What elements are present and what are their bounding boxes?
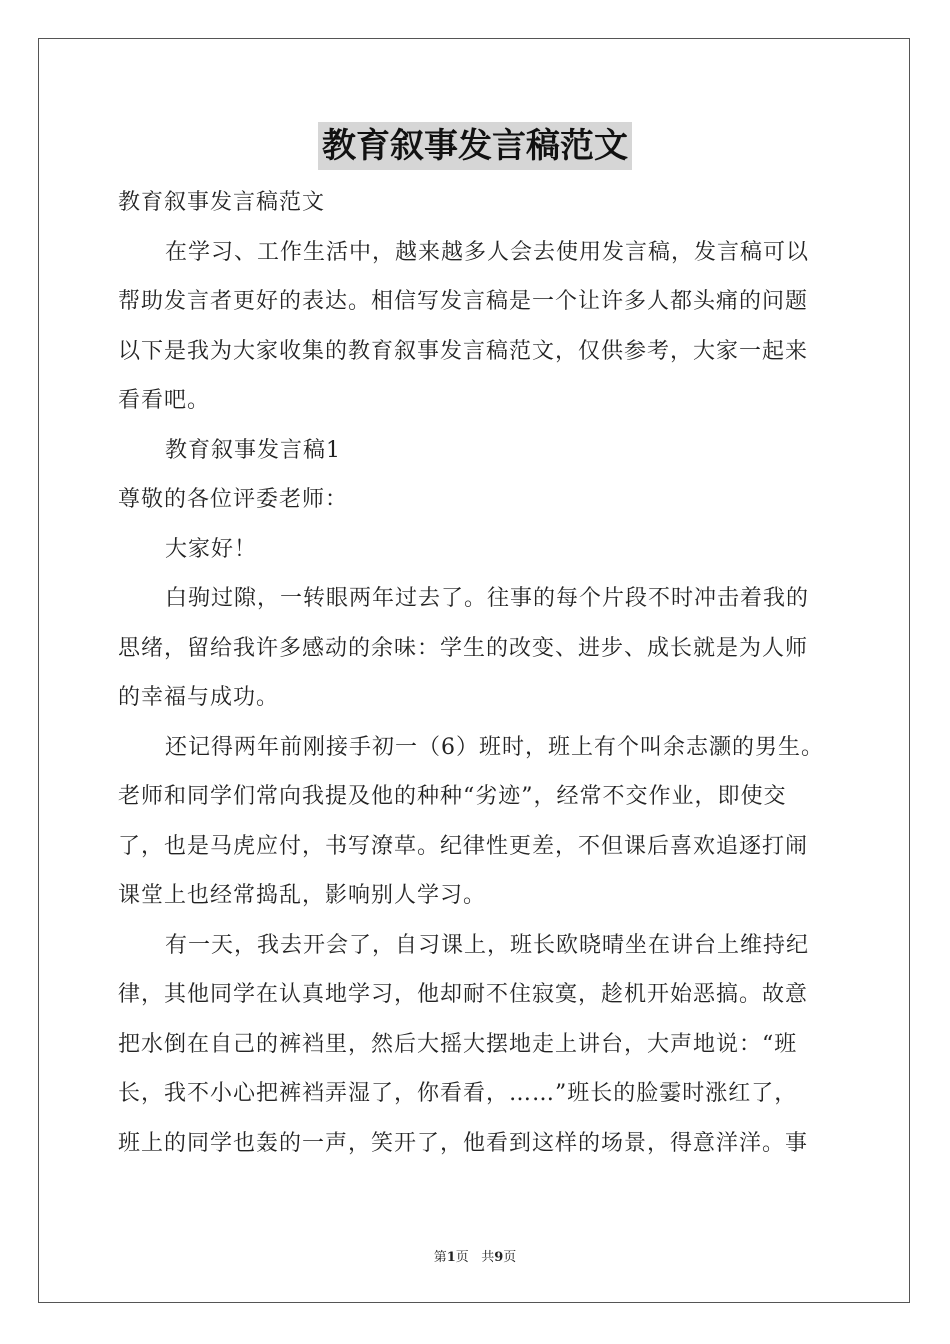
- subtitle-line: 教育叙事发言稿范文: [118, 190, 326, 215]
- document-body: [118, 178, 848, 1168]
- paragraph-line: 律，其他同学在认真地学习，他却耐不住寂寞，趁机开始恶搞。故意: [118, 982, 809, 1007]
- paragraph-line: 课堂上也经常捣乱，影响别人学习。: [118, 883, 487, 908]
- total-suffix: 页: [503, 1250, 517, 1265]
- title-area: [0, 122, 950, 170]
- paragraph-line: 思绪，留给我许多感动的余味：学生的改变、进步、成长就是为人师: [118, 635, 809, 661]
- paragraph-line: 的幸福与成功。: [118, 685, 280, 710]
- page-suffix: 页: [455, 1250, 469, 1265]
- total-prefix: 共: [481, 1250, 495, 1265]
- paragraph-line: 有一天，我去开会了，自习课上，班长欧晓晴坐在讲台上维持纪: [165, 932, 810, 958]
- paragraph-line: 长，我不小心把裤裆弄湿了，你看看，……”班长的脸霎时涨红了，: [118, 1081, 798, 1106]
- paragraph-line: 以下是我为大家收集的教育叙事发言稿范文，仅供参考，大家一起来: [118, 338, 809, 364]
- current-page-number: 1: [446, 1250, 456, 1265]
- paragraph-line: 了，也是马虎应付，书写潦草。纪律性更差，不但课后喜欢追逐打闹: [118, 833, 809, 859]
- paragraph-line: 班上的同学也轰的一声，笑开了，他看到这样的场景，得意洋洋。事: [118, 1130, 809, 1156]
- paragraph-line: 看看吧。: [118, 388, 211, 413]
- greeting-line: 大家好！: [165, 536, 258, 562]
- paragraph-line: 帮助发言者更好的表达。相信写发言稿是一个让许多人都头痛的问题: [118, 289, 809, 314]
- salutation-line: 尊敬的各位评委老师：: [118, 487, 349, 512]
- document-title: 教育叙事发言稿范文: [318, 122, 632, 170]
- page-prefix: 第: [433, 1250, 447, 1265]
- page-footer: [0, 1246, 950, 1265]
- paragraph-line: 老师和同学们常向我提及他的种种“劣迹”，经常不交作业，即使交: [118, 784, 787, 809]
- paragraph-line: 白驹过隙，一转眼两年过去了。往事的每个片段不时冲击着我的: [165, 586, 810, 611]
- paragraph-line: 还记得两年前刚接手初一（6）班时，班上有个叫余志灏的男生。: [165, 734, 824, 760]
- total-page-number: 9: [494, 1250, 504, 1265]
- paragraph-line: 在学习、工作生活中，越来越多人会去使用发言稿，发言稿可以: [165, 239, 810, 265]
- section-heading: 教育叙事发言稿1: [165, 437, 341, 463]
- paragraph-line: 把水倒在自己的裤裆里，然后大摇大摆地走上讲台，大声地说：“班: [118, 1031, 798, 1057]
